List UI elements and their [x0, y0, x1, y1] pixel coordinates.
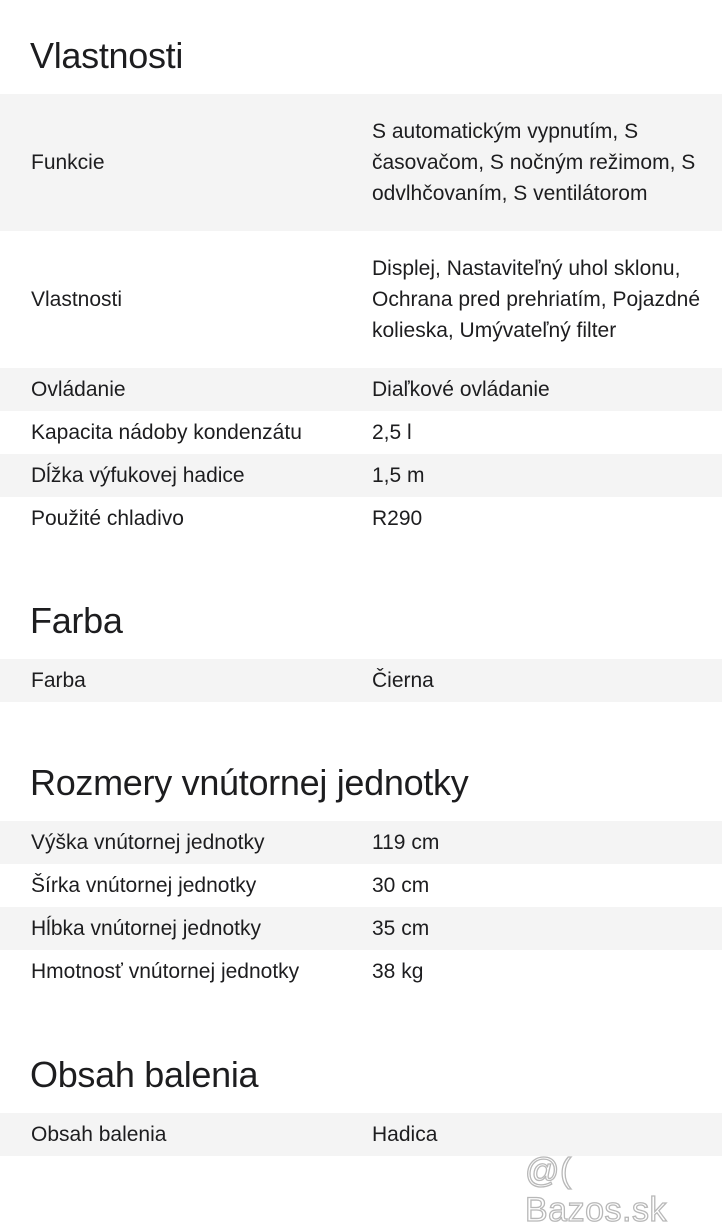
- table-row: [0, 950, 722, 993]
- section-title: Rozmery vnútornej jednotky: [30, 762, 469, 803]
- row-value: Hadica: [372, 1123, 438, 1146]
- row-value: Diaľkové ovládanie: [372, 378, 550, 401]
- row-value: 2,5 l: [372, 421, 412, 444]
- row-value: Displej, Nastaviteľný uhol sklonu, Ochrana pred prehriatím, Pojazdné kolieska, Umývateľný filter: [372, 257, 701, 342]
- table-row: [0, 1113, 722, 1156]
- row-label: Hĺbka vnútornej jednotky: [31, 917, 261, 940]
- table-row: [0, 94, 722, 231]
- row-value: 119 cm: [372, 831, 440, 854]
- table-row: [0, 497, 722, 540]
- row-value: 38 kg: [372, 960, 424, 983]
- row-label: Šírka vnútornej jednotky: [31, 874, 257, 897]
- row-label: Dĺžka výfukovej hadice: [31, 464, 245, 487]
- section-title: Farba: [30, 600, 123, 641]
- row-label: Kapacita nádoby kondenzátu: [31, 421, 302, 444]
- table-row: [0, 907, 722, 950]
- row-label: Hmotnosť vnútornej jednotky: [31, 960, 300, 983]
- row-value: Čierna: [372, 669, 434, 692]
- table-row: [0, 659, 722, 702]
- row-label: Obsah balenia: [31, 1123, 167, 1146]
- table-row: [0, 368, 722, 411]
- row-label: Vlastnosti: [31, 288, 123, 311]
- row-label: Farba: [31, 669, 86, 692]
- section-vlastnosti: [0, 37, 722, 540]
- section-obsah-balenia: [0, 1056, 722, 1156]
- table-row: [0, 411, 722, 454]
- row-label: Výška vnútornej jednotky: [31, 831, 265, 854]
- row-label: Funkcie: [31, 151, 105, 174]
- row-label: Použité chladivo: [31, 507, 184, 530]
- section-title: Vlastnosti: [30, 35, 184, 76]
- table-row: [0, 454, 722, 497]
- bazos-watermark: @( Bazos.sk: [525, 1152, 667, 1229]
- table-row: [0, 821, 722, 864]
- section-rozmery: [0, 764, 722, 993]
- table-row: [0, 864, 722, 907]
- row-value: 30 cm: [372, 874, 430, 897]
- row-value: S automatickým vypnutím, S časovačom, S nočným režimom, S odvlhčovaním, S ventilátorom: [372, 120, 696, 205]
- section-farba: [0, 602, 722, 702]
- row-label: Ovládanie: [31, 378, 126, 401]
- row-value: R290: [372, 507, 423, 530]
- section-title: Obsah balenia: [30, 1054, 259, 1095]
- row-value: 35 cm: [372, 917, 430, 940]
- table-row: [0, 231, 722, 368]
- row-value: 1,5 m: [372, 464, 425, 487]
